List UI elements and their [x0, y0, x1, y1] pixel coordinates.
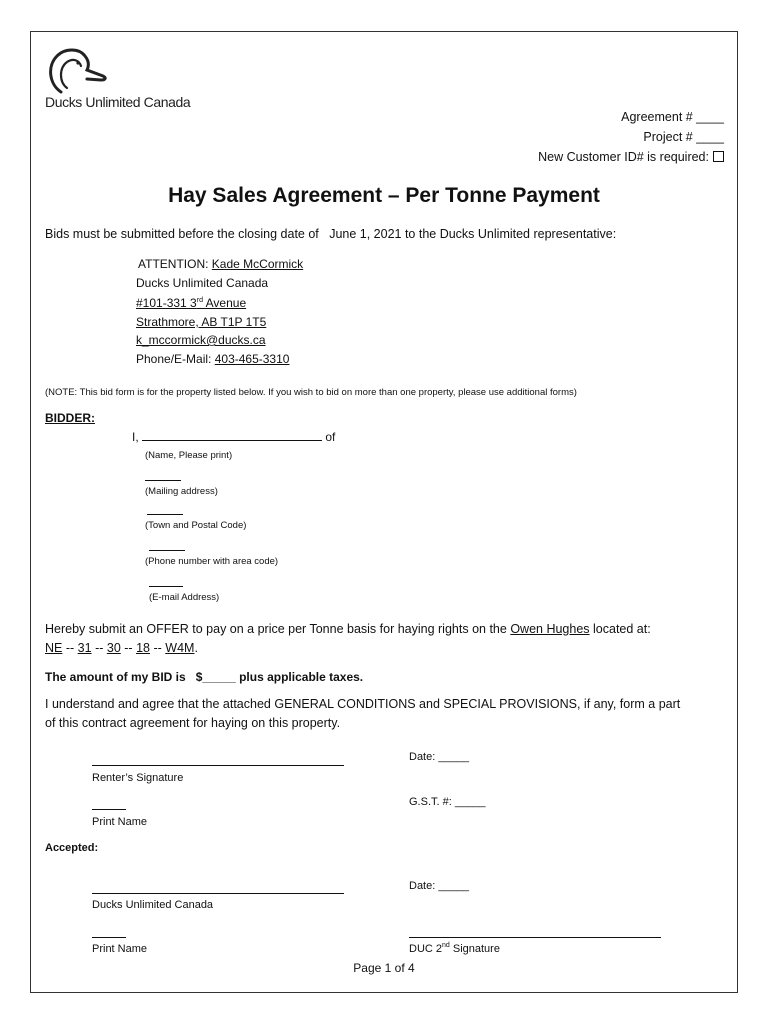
address-street: #101-331 3	[136, 296, 197, 310]
print-name-2-field[interactable]	[92, 937, 126, 938]
new-customer-id	[538, 150, 724, 164]
page-number: Page 1 of 4	[353, 961, 415, 975]
loc-township: 30	[106, 641, 121, 655]
loc-period: .	[194, 641, 198, 655]
offer-located: located at:	[593, 622, 651, 636]
print-name-1-label: Print Name	[92, 816, 148, 828]
note-text: (NOTE: This bid form is for the property listed below. If you wish to bid on more than one property, please use additional forms)	[45, 387, 577, 398]
loc-section: 31	[77, 641, 92, 655]
duc-signature-field[interactable]	[92, 893, 344, 894]
print-name-1-field[interactable]	[92, 809, 126, 810]
loc-sep-4: --	[153, 641, 162, 655]
mailing-field[interactable]	[145, 480, 181, 481]
attention-phone-line	[136, 352, 289, 366]
attention-line	[138, 257, 303, 271]
phone-hint: (Phone number with area code)	[145, 556, 279, 567]
bidder-i: I,	[132, 430, 139, 444]
print-name-2-label: Print Name	[92, 943, 148, 955]
offer-text	[45, 622, 651, 636]
loc-sep-3: --	[124, 641, 133, 655]
attention-org: Ducks Unlimited Canada	[136, 276, 269, 290]
attention-address	[136, 296, 246, 310]
duc-second-signature-label	[409, 943, 500, 955]
loc-meridian: W4M	[165, 641, 195, 655]
project-number: Project # ____	[643, 130, 724, 144]
phone-label: Phone/E-Mail:	[136, 352, 212, 366]
bidder-name-line	[132, 429, 335, 444]
bidder-of: of	[325, 430, 336, 444]
bid-suffix: plus applicable taxes.	[239, 670, 364, 684]
bid-line	[45, 670, 363, 684]
address-avenue: Avenue	[202, 296, 247, 310]
bid-amount-field[interactable]: $_____	[195, 670, 236, 684]
loc-sep-2: --	[95, 641, 104, 655]
attention-name: Kade McCormick	[211, 257, 304, 271]
email-field[interactable]	[149, 586, 183, 587]
org-logo-text: Ducks Unlimited Canada	[45, 94, 191, 110]
loc-quarter: NE	[45, 641, 63, 655]
date-2-field[interactable]: Date: _____	[409, 880, 469, 892]
loc-sep-1: --	[65, 641, 75, 655]
bid-label: The amount of my BID is	[45, 670, 186, 684]
duc-signature-label: Ducks Unlimited Canada	[92, 899, 214, 911]
gst-field[interactable]: G.S.T. #: _____	[409, 796, 486, 808]
duc2-sup: nd	[442, 942, 450, 949]
renter-signature-label: Renter’s Signature	[92, 772, 184, 784]
town-field[interactable]	[147, 514, 183, 515]
offer-lead: Hereby submit an OFFER to pay on a price per Tonne basis for haying rights on the	[45, 622, 507, 636]
agreement-line-2: of this contract agreement for haying on this property.	[45, 716, 341, 730]
phone-value: 403-465-3310	[214, 352, 290, 366]
bidder-name-field[interactable]	[142, 429, 322, 441]
mailing-hint: (Mailing address)	[145, 486, 218, 497]
email-hint: (E-mail Address)	[149, 592, 220, 603]
agreement-line-1: I understand and agree that the attached GENERAL CONDITIONS and SPECIAL PROVISIONS, if any, form a part	[45, 697, 681, 711]
duc2-pre: DUC 2	[409, 943, 443, 955]
duc2-post: Signature	[449, 943, 500, 955]
date-1-field[interactable]: Date: _____	[409, 751, 469, 763]
bidder-heading: BIDDER:	[45, 411, 95, 425]
agreement-number: Agreement # ____	[621, 110, 724, 124]
new-customer-label: New Customer ID# is required:	[538, 150, 709, 164]
phone-field[interactable]	[149, 550, 185, 551]
duc-second-signature-field[interactable]	[409, 937, 661, 938]
renter-signature-field[interactable]	[92, 765, 344, 766]
document-page	[30, 31, 738, 993]
offer-property: Owen Hughes	[510, 622, 590, 636]
town-hint: (Town and Postal Code)	[145, 520, 247, 531]
accepted-label: Accepted:	[45, 842, 99, 854]
loc-range: 18	[136, 641, 150, 655]
intro-before: Bids must be submitted before the closing date of	[45, 227, 319, 241]
intro-date: June 1, 2021 to the Ducks Unlimited representative:	[329, 227, 617, 241]
intro-text	[45, 227, 616, 241]
attention-email[interactable]: k_mccormick@ducks.ca	[136, 333, 266, 347]
duck-logo-icon	[45, 44, 113, 99]
new-customer-checkbox[interactable]	[713, 151, 724, 162]
attention-label: ATTENTION:	[138, 257, 209, 271]
address-sup: rd	[196, 297, 203, 304]
page-title: Hay Sales Agreement – Per Tonne Payment	[168, 184, 600, 207]
attention-city: Strathmore, AB T1P 1T5	[136, 315, 267, 329]
name-hint: (Name, Please print)	[145, 450, 233, 461]
legal-location	[45, 641, 198, 655]
